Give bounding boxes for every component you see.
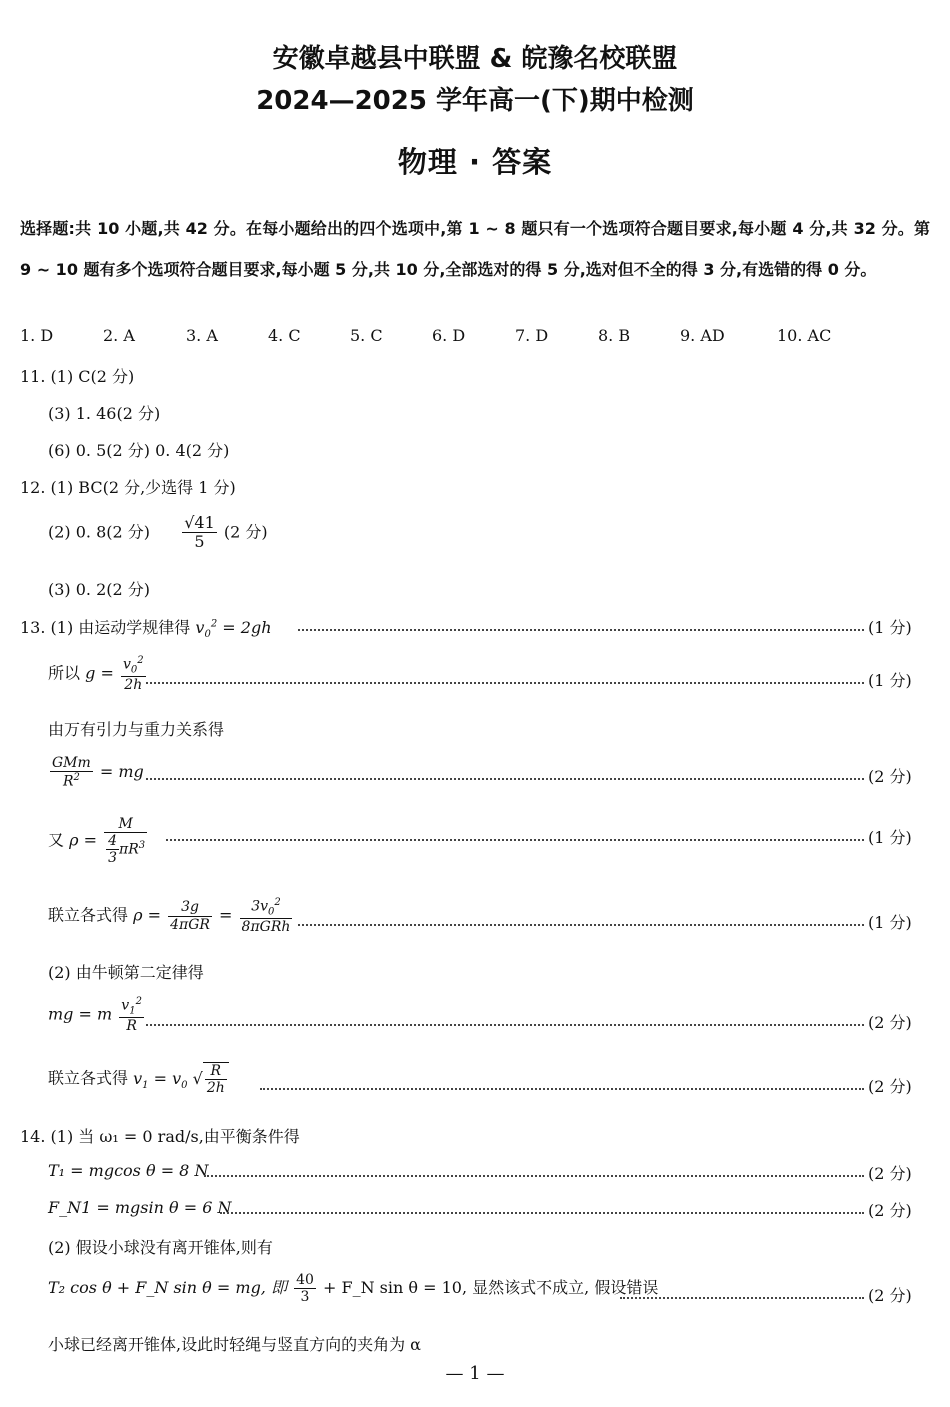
q13-line-4 (48, 755, 144, 790)
q13-line-1 (20, 615, 272, 640)
q13-text: 所以 (48, 663, 81, 683)
q13-line-3: 由万有引力与重力关系得 (48, 720, 225, 739)
formula: $v_0^2 = 2gh$ (195, 618, 272, 641)
leader-dots (298, 924, 864, 926)
formula-fraction: $\frac{3v_0^2}{\text{8πGRh}}$ (241, 897, 291, 935)
mc-answer: 6. D (432, 326, 466, 345)
formula: ρ = (69, 830, 98, 850)
formula: g = (85, 663, 114, 683)
mc-answer: 9. AD (680, 326, 725, 345)
q13-line-9 (48, 1062, 229, 1096)
leader-dots (620, 1297, 864, 1299)
score: (1 分) (868, 828, 912, 847)
formula-fraction: $\frac{v_1^2}{R}$ (121, 996, 142, 1034)
formula-fraction: $\frac{40}{3}$ (296, 1272, 314, 1306)
q13-text: 又 (48, 830, 65, 850)
formula-fraction: $\frac{\text{GMm}}{R^2}$ (52, 755, 91, 790)
score: (2 分) (868, 1013, 912, 1032)
score: (1 分) (868, 913, 912, 932)
fraction-numerator: √41 (184, 513, 215, 532)
q13-text: 联立各式得 (48, 905, 129, 925)
q11-line-3: (6) 0. 5(2 分) 0. 4(2 分) (48, 441, 230, 460)
formula: ρ = (133, 905, 162, 925)
leader-dots (146, 682, 864, 684)
score: (2 分) (868, 1286, 912, 1305)
q13-line-6: 联立各式得 ρ = $\frac{3g}{\text{4πGR}}$ = $\frac{3v_0^2}{\text{8πGRh}}$ (48, 897, 291, 935)
leader-dots (220, 1212, 864, 1214)
q13-text: 联立各式得 (48, 1068, 129, 1088)
q13-line-5 (48, 816, 149, 866)
mc-answer: 3. A (186, 326, 218, 345)
leader-dots (260, 1088, 864, 1090)
q12-score: (2 分) (223, 522, 268, 542)
page-number: — 1 — (445, 1363, 505, 1384)
leader-dots (146, 778, 864, 780)
score: (2 分) (868, 1077, 912, 1096)
subject-title: 物理 · 答案 (397, 145, 553, 179)
q14-line-4: (2) 假设小球没有离开锥体,则有 (48, 1238, 273, 1257)
q14-line-1: 14. (1) 当 ω₁ = 0 rad/s,由平衡条件得 (20, 1127, 300, 1146)
formula: T₂ cos θ + F_N sin θ = mg, 即 (48, 1278, 287, 1298)
leader-dots (166, 839, 864, 841)
score: (2 分) (868, 767, 912, 786)
q13-text: 13. (1) 由运动学规律得 (20, 618, 191, 637)
q14-text: + F_N sin θ = 10, 显然该式不成立, 假设错误 (323, 1278, 659, 1298)
q12-line-3: (3) 0. 2(2 分) (48, 580, 151, 599)
mc-answer: 7. D (515, 326, 549, 345)
mc-answer: 1. D (20, 326, 54, 345)
q13-line-8 (48, 996, 146, 1034)
q11-line-2: (3) 1. 46(2 分) (48, 404, 161, 423)
formula-fraction: $\frac{3g}{\text{4πGR}}$ (170, 899, 210, 933)
q14-line-6: 小球已经离开锥体,设此时轻绳与竖直方向的夹角为 α (48, 1335, 421, 1354)
q12-line-2 (48, 514, 268, 552)
q14-line-5 (48, 1272, 658, 1305)
mc-answer: 8. B (598, 326, 631, 345)
mc-answer: 4. C (268, 326, 301, 345)
q13-line-7: (2) 由牛顿第二定律得 (48, 963, 204, 982)
q11-line-1: 11. (1) C(2 分) (20, 367, 135, 386)
q12-answer-a: (2) 0. 8(2 分) (48, 522, 151, 542)
q13-line-2 (48, 655, 148, 693)
score: (1 分) (868, 671, 912, 690)
mc-answer: 5. C (350, 326, 383, 345)
score: (2 分) (868, 1164, 912, 1183)
formula-fraction: $\frac{v_0^2}{2h}$ (122, 655, 144, 693)
leader-dots (204, 1175, 864, 1177)
title-line-1: 安徽卓越县中联盟 & 皖豫名校联盟 (272, 44, 678, 74)
q14-line-2: T₁ = mgcos θ = 8 N (48, 1161, 209, 1180)
mc-answer: 2. A (103, 326, 135, 345)
sqrt41-over-5 (182, 514, 217, 552)
score: (1 分) (868, 618, 912, 637)
formula-fraction: M $\frac{4}{3}$ $\pi R^3$ (104, 816, 147, 866)
fraction-denominator: 5 (194, 532, 205, 552)
sqrt-formula: √ $\frac{R}{2h}$ (193, 1062, 229, 1096)
score: (2 分) (868, 1201, 912, 1220)
leader-dots (146, 1024, 864, 1026)
formula: = mg (99, 761, 144, 781)
leader-dots (298, 629, 864, 631)
formula: $v_1 = v_0$ (133, 1068, 188, 1091)
q14-line-3: F_N1 = mgsin θ = 6 N (48, 1198, 232, 1217)
q12-line-1: 12. (1) BC(2 分,少选得 1 分) (20, 478, 236, 497)
intro-paragraph: 选择题:共 10 小题,共 42 分。在每小题给出的四个选项中,第 1 ~ 8 题只有一个选项符合题目要求,每小题 4 分,共 32 分。第 9 ~ 10 题有多个选项符合题目要求,每小题 5 分,共 10 分,全部选对的得 5 分,选对但不全的得 3 分,有选错的得 0 分。 (20, 219, 930, 279)
title-line-2: 2024—2025 学年高一(下)期中检测 (256, 86, 694, 116)
mc-answer: 10. AC (777, 326, 832, 345)
formula: mg = m (48, 1004, 113, 1024)
